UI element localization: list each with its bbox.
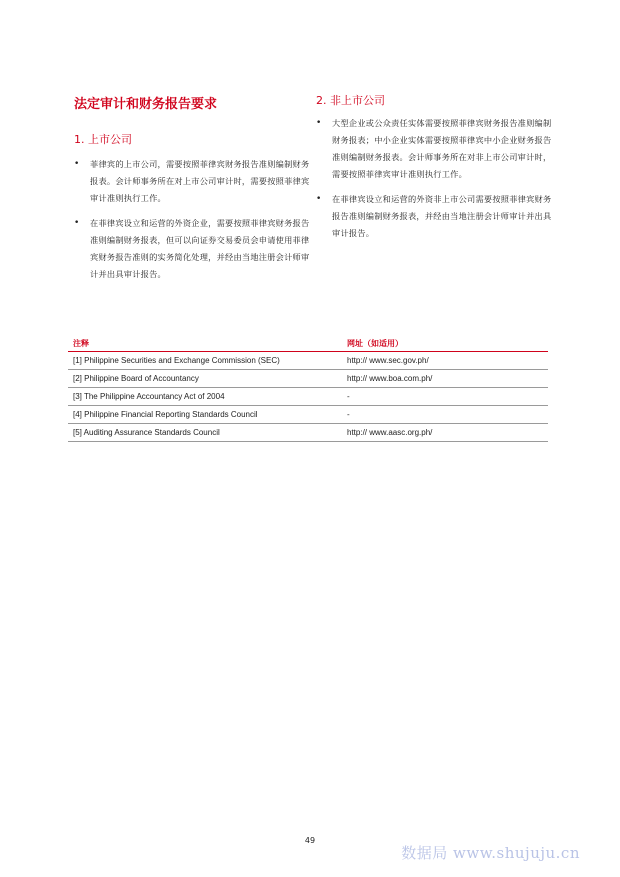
note-cell: [4] Philippine Financial Reporting Standards Council (73, 410, 258, 419)
left-column (74, 92, 310, 291)
right-column (316, 92, 556, 250)
bullet-icon: • (74, 218, 80, 228)
header-note: 注释 (73, 339, 89, 348)
section-heading-unlisted: 2. 非上市公司 (316, 94, 385, 107)
list-item (74, 215, 310, 283)
page-title: 法定审计和财务报告要求 (74, 97, 218, 112)
note-cell: [1] Philippine Securities and Exchange Commission (SEC) (73, 356, 280, 365)
notes-table-header (68, 337, 548, 352)
list-item-text: 大型企业或公众责任实体需要按照菲律宾财务报告准则编制财务报表；中小企业实体需要按照菲律宾中小企业财务报告准则编制财务报表。会计师事务所在对非上市公司审计时，需要按照菲律宾审计准则执行工作。 (332, 118, 552, 179)
list-item-text: 在菲律宾设立和运营的外资非上市公司需要按照菲律宾财务报告准则编制财务报表，并经由当地注册会计师审计并出具审计报告。 (332, 194, 552, 238)
url-link[interactable]: http:// www.aasc.org.ph/ (347, 428, 433, 437)
page-number: 49 (304, 836, 316, 845)
bullet-icon: • (316, 194, 322, 204)
list-item-text: 菲律宾的上市公司，需要按照菲律宾财务报告准则编制财务报表。会计师事务所在对上市公司审计时，需要按照菲律宾审计准则执行工作。 (90, 159, 310, 203)
note-cell: [2] Philippine Board of Accountancy (73, 374, 199, 383)
table-row (68, 406, 548, 424)
bullet-icon: • (74, 159, 80, 169)
section-heading-listed: 1. 上市公司 (74, 133, 132, 146)
header-url: 网址（如适用） (347, 339, 403, 348)
note-cell: [3] The Philippine Accountancy Act of 2004 (73, 392, 225, 401)
unlisted-bullet-list (316, 115, 556, 242)
table-row (68, 370, 548, 388)
bullet-icon: • (316, 118, 322, 128)
note-cell: [5] Auditing Assurance Standards Council (73, 428, 220, 437)
table-row (68, 352, 548, 370)
table-row (68, 388, 548, 406)
watermark-text: 数据局 www.shujuju.cn (401, 844, 580, 862)
list-item-text: 在菲律宾设立和运营的外资企业，需要按照菲律宾财务报告准则编制财务报表，但可以向证券交易委员会申请使用菲律宾财务报告准则的实务简化处理，并经由当地注册会计师审计并出具审计报告。 (90, 218, 310, 279)
list-item (74, 156, 310, 207)
url-link[interactable]: http:// www.boa.com.ph/ (347, 374, 433, 383)
url-cell: - (347, 410, 350, 419)
listed-bullet-list (74, 156, 310, 283)
url-cell: - (347, 392, 350, 401)
notes-table (68, 337, 548, 442)
url-link[interactable]: http:// www.sec.gov.ph/ (347, 356, 429, 365)
table-row (68, 424, 548, 442)
list-item (316, 191, 556, 242)
list-item (316, 115, 556, 183)
